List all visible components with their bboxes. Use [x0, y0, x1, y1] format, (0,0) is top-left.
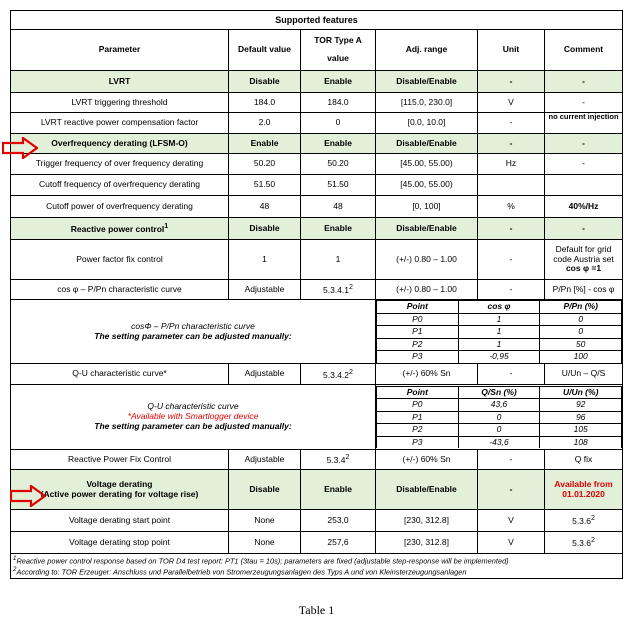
- point-row: [377, 436, 622, 448]
- header-default: Default value: [229, 30, 301, 71]
- point-row: [377, 411, 622, 424]
- row-lvrt-rpc: LVRT reactive power compensation factor 2.0 0 [0.0, 10.0] - no current injection: [11, 113, 623, 134]
- point-row: [377, 338, 622, 351]
- arrow-right-icon: [10, 485, 46, 507]
- header-tor: TOR Type A value: [301, 30, 376, 71]
- point-cell: -0,95: [458, 351, 540, 363]
- point-cell: 108: [540, 436, 622, 448]
- row-lvrt: LVRT Disable Enable Disable/Enable - -: [11, 71, 623, 93]
- arrow-right-icon: [2, 137, 38, 159]
- row-reactive-power-control: Reactive power control$^1$ Disable Enable Disable/Enable - -: [11, 218, 623, 240]
- point-header: cos φ: [458, 301, 540, 314]
- row-qu-curve: Q-U characteristic curve* Adjustable 5.3.4.2$^2$ (+/-) 60% Sn - U/Un – Q/S: [11, 364, 623, 385]
- point-cell: 0: [458, 424, 540, 437]
- point-cell: P0: [377, 313, 459, 326]
- point-cell: 1: [458, 313, 540, 326]
- row-lvrt-threshold: LVRT triggering threshold 184.0 184.0 [115.0, 230.0] V -: [11, 93, 623, 113]
- row-cutoff-power: Cutoff power of overfrequency derating 48 48 [0, 100] % 40%/Hz: [11, 196, 623, 218]
- header-parameter: Parameter: [11, 30, 229, 71]
- table-title: Supported features: [11, 11, 623, 30]
- table-caption: Table 1: [298, 603, 335, 617]
- point-cell: 96: [540, 411, 622, 424]
- point-cell: -43,6: [458, 436, 540, 448]
- point-cell: 0: [540, 313, 622, 326]
- row-overfrequency-derating: Overfrequency derating (LFSM-O) Enable Enable Disable/Enable - -: [11, 134, 623, 154]
- point-cell: P3: [377, 351, 459, 363]
- point-header: Point: [377, 386, 459, 399]
- point-header: Point: [377, 301, 459, 314]
- header-comment: Comment: [545, 30, 623, 71]
- point-header: P/Pn (%): [540, 301, 622, 314]
- row-cos-phi-table: cosΦ – P/Pn characteristic curve The setting parameter can be adjusted manually: Point cos φ P/Pn (%) P0 1 0 P1 1 0 P2 1 50 P3 -0,95 100: [11, 300, 623, 364]
- point-row: [377, 351, 622, 363]
- footnote-2: $^2$According to: TOR Erzeuger: Anschluss und Parallelbetrieb von Stromerzeugungsanlagen des Typs A und von Kleinsterzeugungsanlagen: [13, 566, 467, 577]
- point-row: [377, 313, 622, 326]
- header-adj: Adj. range: [376, 30, 478, 71]
- point-cell: P1: [377, 326, 459, 339]
- point-cell: P2: [377, 424, 459, 437]
- row-voltage-derating-stop: Voltage derating stop point None 257,6 [230, 312.8] V 5.3.6$^2$: [11, 532, 623, 554]
- point-cell: P1: [377, 411, 459, 424]
- point-cell: P2: [377, 338, 459, 351]
- point-cell: 100: [540, 351, 622, 363]
- point-cell: 43,6: [458, 399, 540, 412]
- point-cell: 0: [458, 411, 540, 424]
- point-cell: P0: [377, 399, 459, 412]
- point-row: [377, 399, 622, 412]
- row-voltage-derating: Voltage derating (Active power derating for voltage rise) Disable Enable Disable/Enable - Available from 01.01.2020: [11, 470, 623, 510]
- point-header: U/Un (%): [540, 386, 622, 399]
- row-trigger-frequency: Trigger frequency of over frequency derating 50.20 50.20 [45.00, 55.00) Hz -: [11, 154, 623, 175]
- point-cell: 105: [540, 424, 622, 437]
- point-row: [377, 424, 622, 437]
- row-power-factor-fix: Power factor fix control 1 1 (+/-) 0.80 – 1.00 - Default for grid code Austria set cos φ =1: [11, 240, 623, 280]
- row-qu-table: Q-U characteristic curve *Available with Smartlogger device The setting parameter can be adjusted manually: Point Q/Sn (%) U/Un (%) P0 43,6 92 P1 0 96 P2 0 105 P3 -43,6 108: [11, 385, 623, 450]
- row-cutoff-frequency: Cutoff frequency of overfrequency derating 51.50 51.50 [45.00, 55.00): [11, 175, 623, 196]
- point-cell: 1: [458, 338, 540, 351]
- header-unit: Unit: [478, 30, 545, 71]
- supported-features-table: [10, 10, 623, 579]
- point-cell: 92: [540, 399, 622, 412]
- point-cell: P3: [377, 436, 459, 448]
- row-cos-phi-curve: cos φ – P/Pn characteristic curve Adjustable 5.3.4.1$^2$ (+/-) 0.80 – 1.00 - P/Pn [%] - cos φ: [11, 280, 623, 300]
- cos-phi-points-table: [376, 300, 622, 363]
- qu-points-table: [376, 386, 622, 449]
- row-reactive-power-fix: Reactive Power Fix Control Adjustable 5.3.4$^2$ (+/-) 60% Sn - Q fix: [11, 450, 623, 470]
- row-voltage-derating-start: Voltage derating start point None 253,0 [230, 312.8] V 5.3.6$^2$: [11, 510, 623, 532]
- point-row: [377, 326, 622, 339]
- row-footnotes: [11, 554, 623, 579]
- point-header: Q/Sn (%): [458, 386, 540, 399]
- footnote-1: $^1$Reactive power control response based on TOR D4 test report: PT1 (3tau = 10s); parameters are fixed (adjustable step-response will be implemented): [13, 555, 509, 566]
- point-cell: 1: [458, 326, 540, 339]
- point-cell: 0: [540, 326, 622, 339]
- point-cell: 50: [540, 338, 622, 351]
